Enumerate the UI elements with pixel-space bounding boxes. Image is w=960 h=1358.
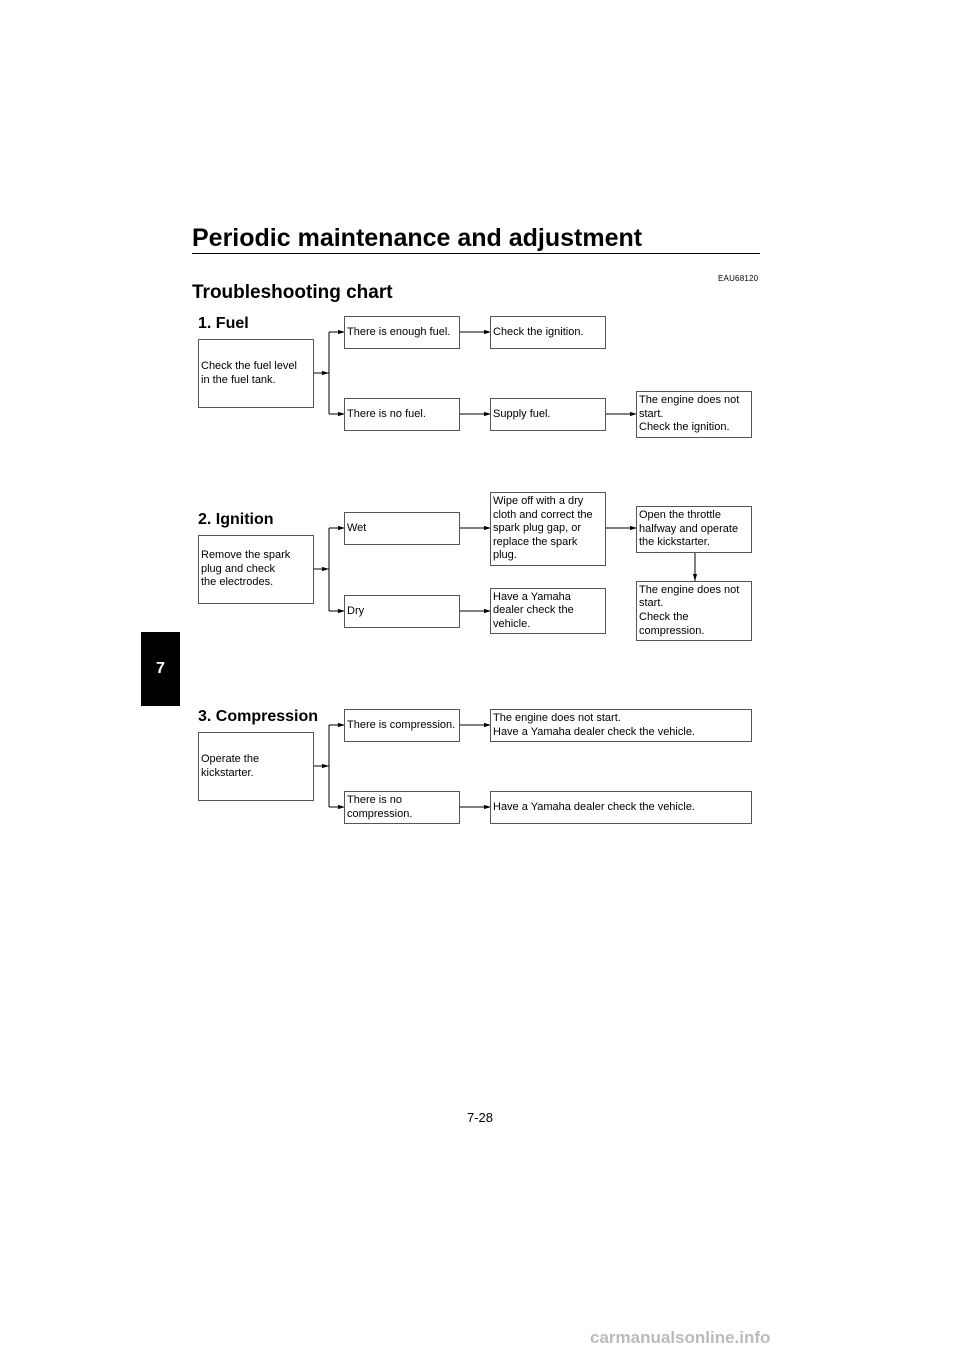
ignition-dry-next-text: Have a Yamaha dealer check the vehicle. xyxy=(493,590,574,630)
fuel-no-next-text: Supply fuel. xyxy=(493,407,551,420)
fuel-start-box xyxy=(198,339,314,408)
compression-yes-next-box xyxy=(490,709,752,742)
ignition-wet-result-text: The engine does not start. Check the compression. xyxy=(639,583,740,637)
page-number: 7-28 xyxy=(466,1110,494,1125)
reference-code: EAU68120 xyxy=(718,274,759,283)
compression-no-next-text: Have a Yamaha dealer check the vehicle. xyxy=(493,800,695,813)
ignition-start-text: Remove the spark plug and check the electrodes. xyxy=(201,549,291,589)
fuel-no-result-text: The engine does not start. Check the ignition. xyxy=(639,394,740,434)
fuel-no-next-box xyxy=(490,398,606,431)
fuel-start-text: Check the fuel level in the fuel tank. xyxy=(201,359,297,386)
ignition-wet-text: Wet xyxy=(347,521,367,534)
fuel-yes-text: There is enough fuel. xyxy=(347,325,451,338)
compression-start-box xyxy=(198,732,314,801)
fuel-no-box xyxy=(344,398,460,431)
ignition-wet-box xyxy=(344,512,460,545)
ignition-dry-text: Dry xyxy=(347,604,365,617)
ignition-wet-next-text: Wipe off with a dry cloth and correct the spark plug gap, or replace the spark plug. xyxy=(493,495,593,562)
ignition-dry-next-box xyxy=(490,588,606,634)
compression-no-text: There is no compression. xyxy=(347,793,413,820)
fuel-yes-next-box xyxy=(490,316,606,349)
ignition-heading: 2. Ignition xyxy=(198,511,274,528)
fuel-no-result-box xyxy=(636,391,752,438)
ignition-wet-action-box xyxy=(636,506,752,553)
ignition-wet-result-box xyxy=(636,581,752,641)
ignition-dry-box xyxy=(344,595,460,628)
compression-start-text: Operate the kickstarter. xyxy=(201,752,260,779)
fuel-heading: 1. Fuel xyxy=(198,315,249,332)
compression-heading: 3. Compression xyxy=(198,708,319,725)
page-header-title: Periodic maintenance and adjustment xyxy=(192,224,643,252)
compression-no-box xyxy=(344,791,460,824)
ignition-wet-next-box xyxy=(490,492,606,566)
footer-watermark: carmanualsonline.info xyxy=(590,1328,771,1347)
section-title: Troubleshooting chart xyxy=(192,282,393,303)
fuel-no-text: There is no fuel. xyxy=(347,407,426,420)
chapter-tab-label: 7 xyxy=(156,660,165,677)
fuel-yes-next-text: Check the ignition. xyxy=(493,325,584,338)
compression-yes-box xyxy=(344,709,460,742)
compression-no-next-box xyxy=(490,791,752,824)
fuel-yes-box xyxy=(344,316,460,349)
compression-yes-text: There is compression. xyxy=(347,718,456,731)
ignition-wet-action-text: Open the throttle halfway and operate the kickstarter. xyxy=(639,509,739,549)
compression-yes-next-text: The engine does not start. Have a Yamaha dealer check the vehicle. xyxy=(493,711,695,738)
ignition-start-box xyxy=(198,535,314,604)
